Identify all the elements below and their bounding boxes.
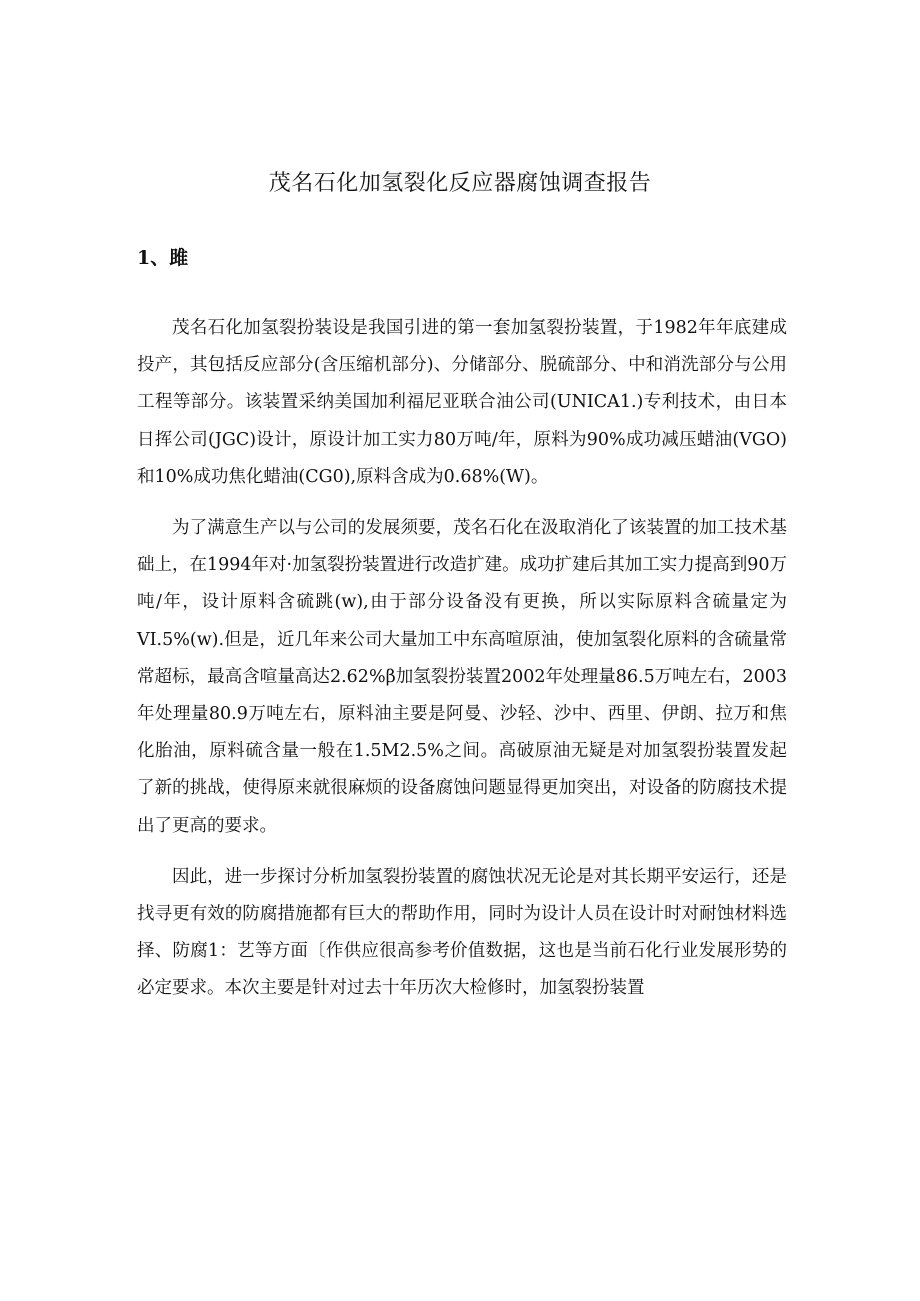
document-title: 茂名石化加氢裂化反应器腐蚀调查报告 [268,171,652,196]
paragraph-1: 茂名石化加氢裂扮装设是我国引进的第一套加氢裂扮装置，于1982年年底建成投产，其包括反应部分(含压缩机部分)、分储部分、脱硫部分、中和消洗部分与公用工程等部分。该装置采纳美国加利福尼亚联合油公司(UNICA1.)专利技术，由日本日挥公司(JGC)设计，原设计加工实力80万吨/年，原料为90%成功减压蜡油(VGO)和10%成功焦化蜡油(CG0),原料含成为0.68%(W)。 [137,318,787,487]
paragraph-3: 因此，进一步探讨分析加氢裂扮装置的腐蚀状况无论是对其长期平安运行，还是找寻更有效的防腐措施都有巨大的帮助作用，同时为设计人员在设计时对耐蚀材料选择、防腐1：艺等方面〔作供应很高参考价值数据，这也是当前石化行业发展形势的必定要求。本次主要是针对过去十年历次大检修时，加氢裂扮装置 [137,866,787,999]
section-heading: 1、雎 [137,247,189,269]
paragraph-2: 为了满意生产以与公司的发展须要，茂名石化在汲取消化了该装置的加工技术基础上，在1994年对·加氢裂扮装置进行改造扩建。成功扩建后其加工实力提高到90万吨/年，设计原料含硫跳(w),由于部分设备没有更换，所以实际原料含硫量定为VI.5%(w).但是，近几年来公司大量加工中东高喧原油，使加氢裂化原料的含硫量常常超标，最高含喧量高达2.62%β加氢裂扮装置2002年处理量86.5万吨左右，2003年处理量80.9万吨左右，原料油主要是阿曼、沙轻、沙中、西里、伊朗、拉万和焦化胎油，原料硫含量一般在1.5M2.5%之间。高破原油无疑是对加氢裂扮装置发起了新的挑战，使得原来就很麻烦的设备腐蚀问题显得更加突出，对设备的防腐技术提出了更高的要求。 [137,518,787,836]
document-body [137,310,787,1022]
